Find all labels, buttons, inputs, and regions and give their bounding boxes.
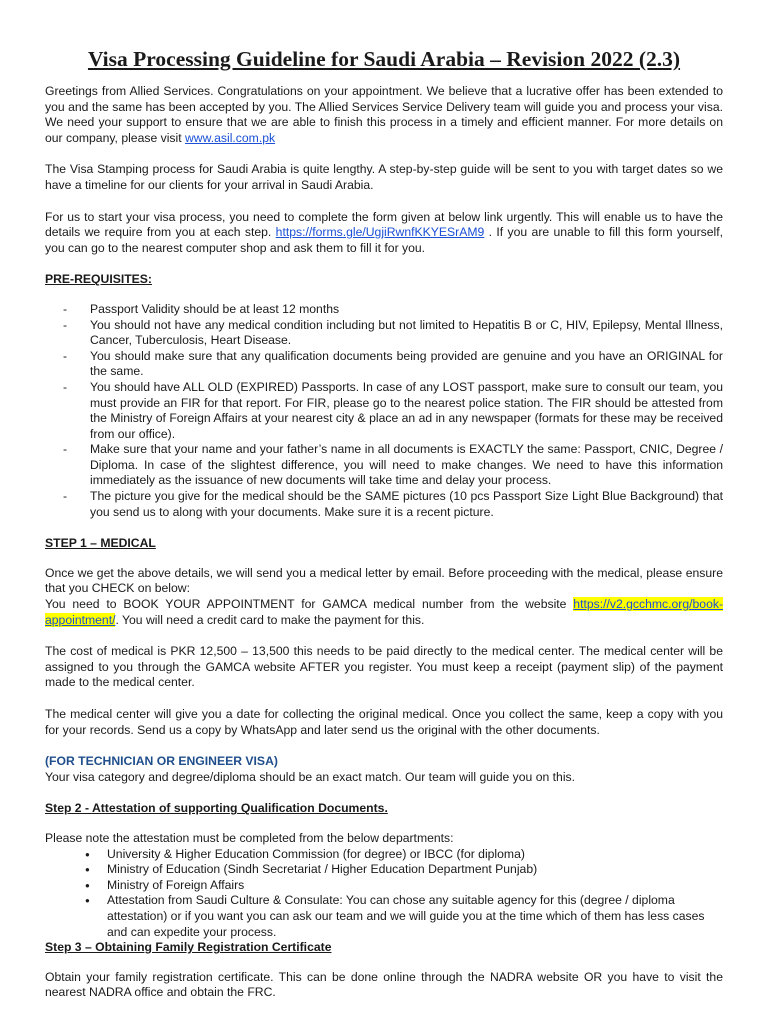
step1-heading: STEP 1 – MEDICAL <box>45 536 156 551</box>
step3-text: Obtain your family registration certificate. This can be done online through the NADRA website OR you have to visit the nearest NADRA office and obtain the FRC. <box>45 969 723 1000</box>
step3-heading: Step 3 – Obtaining Family Registration Certificate <box>45 940 332 955</box>
step2-heading: Step 2 - Attestation of supporting Qualification Documents. <box>45 801 388 816</box>
list-item: - Passport Validity should be at least 12 months <box>45 302 723 318</box>
step1-paragraph-3: The medical center will give you a date for collecting the original medical. Once you collect the same, keep a copy with you for your records. Send us a copy by WhatsApp and later send us the original with the other documents. <box>45 707 723 737</box>
technician-visa-heading: (FOR TECHNICIAN OR ENGINEER VISA) <box>45 754 278 769</box>
step1-paragraph-2: The cost of medical is PKR 12,500 – 13,500 this needs to be paid directly to the medical center. The medical center will be assigned to you through the GAMCA website AFTER you register. You must keep a receipt (payment slip) of the payment made to the medical center. <box>45 644 723 690</box>
intro-paragraph-2: The Visa Stamping process for Saudi Arabia is quite lengthy. A step-by-step guide will be sent to you with target dates so we have a timeline for our clients for your arrival in Saudi Arabia. <box>45 162 723 192</box>
intro-paragraph-3 <box>45 210 723 257</box>
intro-paragraph-1 <box>45 84 723 146</box>
list-item: - Make sure that your name and your father’s name in all documents is EXACTLY the same: Passport, CNIC, Degree / Diploma. In case of the slightest difference, you will need to make changes. We need to have this information immediately as the issuance of new documents will take time and delay your process. <box>45 442 723 489</box>
step1-book-text: You need to BOOK YOUR APPOINTMENT for GAMCA medical number from the website <box>45 597 574 612</box>
list-item: ● Ministry of Education (Sindh Secretariat / Higher Education Department Punjab) <box>45 862 723 878</box>
step1-payment-text: . You will need a credit card to make the payment for this. <box>115 612 425 627</box>
list-item: - You should make sure that any qualification documents being provided are genuine and you have an ORIGINAL for the same. <box>45 349 723 380</box>
form-outro-text: . If you are unable to fill this form yourself, you can go to the nearest computer shop and ask them to fill it for you. <box>45 225 723 255</box>
document-page <box>45 46 723 1017</box>
list-item: - You should have ALL OLD (EXPIRED) Passports. In case of any LOST passport, make sure to consult our team, you must provide an FIR for that report. For FIR, please go to the nearest police station. The FIR should be attested from the Ministry of Foreign Affairs at your nearest city & place an ad in any newspaper (formats for these may be received from our office). <box>45 380 723 442</box>
list-item: ● Ministry of Foreign Affairs <box>45 878 723 894</box>
list-item: - The picture you give for the medical should be the SAME pictures (10 pcs Passport Size Light Blue Background) that you send us to along with your documents. Make sure it is a recent picture. <box>45 489 723 520</box>
list-item: ● Attestation from Saudi Culture & Consulate: You can chose any suitable agency for this (degree / diploma attestation) or if you want you can ask our team and we will guide you at the time which of them has less cases and can expedite your process. <box>45 893 723 940</box>
list-item: ● University & Higher Education Commission (for degree) or IBCC (for diploma) <box>45 847 723 863</box>
attestation-departments-list <box>45 847 723 941</box>
form-link[interactable]: https://forms.gle/UgjiRwnfKKYESrAM9 <box>275 225 485 240</box>
step1-paragraph-1 <box>45 566 723 628</box>
page-title: Visa Processing Guideline for Saudi Arabia – Revision 2022 (2.3) <box>87 47 681 71</box>
technician-visa-text: Your visa category and degree/diploma should be an exact match. Our team will guide you on this. <box>45 769 576 784</box>
prerequisites-list <box>45 302 723 520</box>
gamca-booking-link[interactable]: https://v2.gcchmc.org/book-appointment/ <box>45 597 723 627</box>
company-website-link[interactable]: www.asil.com.pk <box>185 130 276 145</box>
list-item: - You should not have any medical condition including but not limited to Hepatitis B or C, HIV, Epilepsy, Mental Illness, Cancer, Tuberculosis, Heart Disease. <box>45 318 723 349</box>
intro-text: Greetings from Allied Services. Congratulations on your appointment. We believe that a lucrative offer has been extended to you and the same has been accepted by you. The Allied Services Service Delivery team will guide you and process your visa. We need your support to ensure that we are able to finish this process in a timely and efficient manner. For more details on our company, please visit <box>45 84 723 145</box>
step1-check-text: Once we get the above details, we will send you a medical letter by email. Before proceeding with the medical, please ensure that you CHECK on below: <box>45 565 723 596</box>
form-intro-text: For us to start your visa process, you need to complete the form given at below link urgently. This will enable us to have the details we require from you at each step. <box>45 209 723 240</box>
step2-intro: Please note the attestation must be completed from the below departments: <box>45 830 454 845</box>
prerequisites-heading: PRE-REQUISITES: <box>45 272 152 287</box>
